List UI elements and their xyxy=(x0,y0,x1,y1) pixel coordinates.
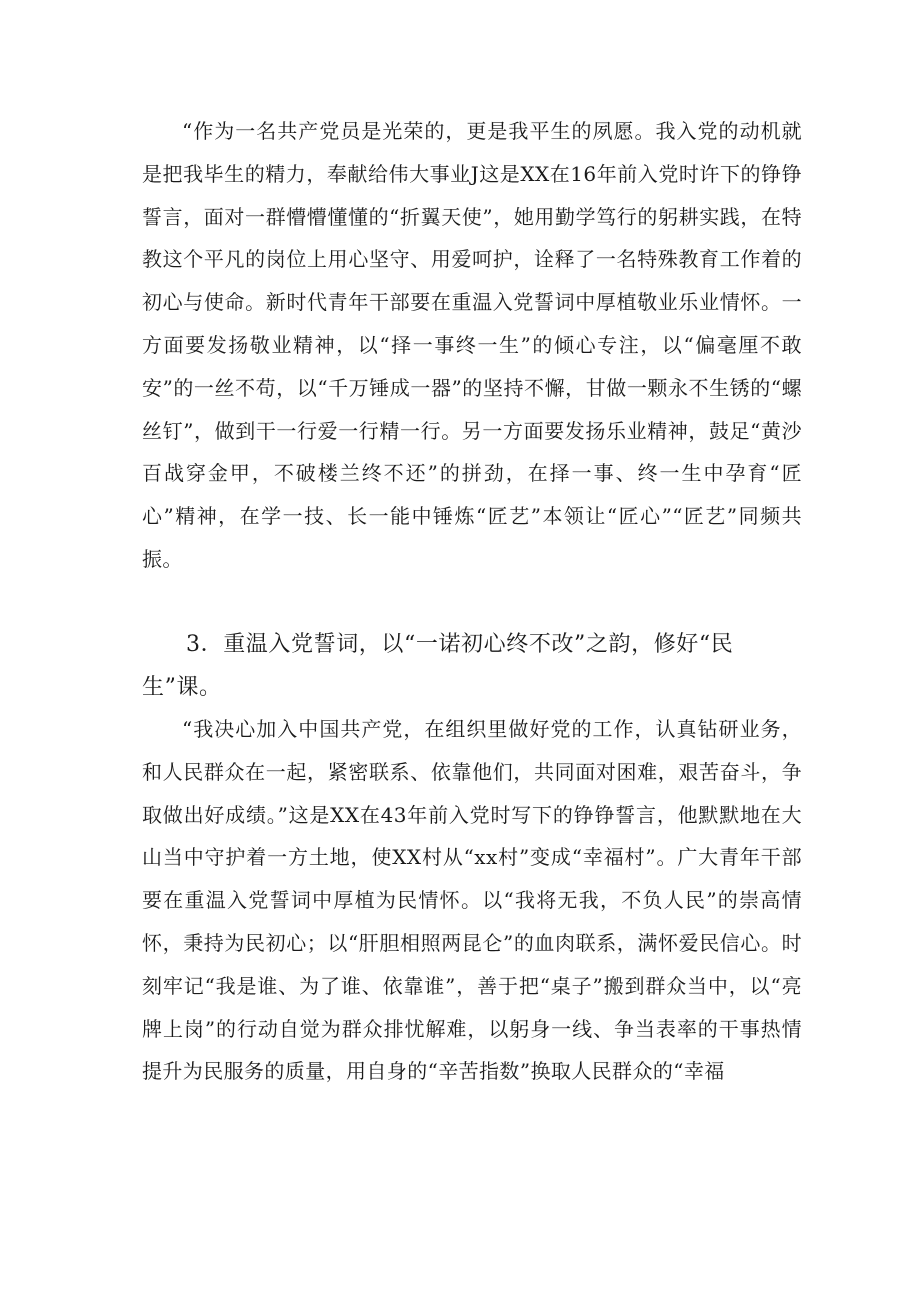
body-paragraph: “我决心加入中国共产党，在组织里做好党的工作，认真钻研业务，和人民群众在一起，紧密联系、依靠他们，共同面对困难，艰苦奋斗，争取做出好成绩。”这是XX在43年前入党时写下的铮铮誓言，他默默地在大山当中守护着一方土地，使XX村从“xx村”变成“幸福村”。广大青年干部要在重温入党誓词中厚植为民情怀。以“我将无我，不负人民”的崇高情怀，秉持为民初心；以“肝胆相照两昆仑”的血肉联系，满怀爱民信心。时刻牢记“我是谁、为了谁、依靠谁”，善于把“桌子”搬到群众当中，以“亮牌上岗”的行动自觉为群众排忧解难，以躬身一线、争当表率的干事热情提升为民服务的质量，用自身的“辛苦指数”换取人民群众的“幸福 xyxy=(142,717,802,1084)
section-heading: 3．重温入党誓词，以“一诺初心终不改”之韵，修好“民生”课。 xyxy=(142,632,734,700)
body-paragraph: “作为一名共产党员是光荣的，更是我平生的夙愿。我入党的动机就是把我毕生的精力，奉献给伟大事业J这是XX在16年前入党时许下的铮铮誓言，面对一群懵懵懂懂的“折翼天使”，她用勤学笃行的躬耕实践，在特教这个平凡的岗位上用心坚守、用爱呵护，诠释了一名特殊教育工作着的初心与使命。新时代青年干部要在重温入党誓词中厚植敬业乐业情怀。一方面要发扬敬业精神，以“择一事终一生”的倾心专注，以“偏毫厘不敢安”的一丝不苟，以“千万锤成一器”的坚持不懈，甘做一颗永不生锈的“螺丝钉”，做到干一行爱一行精一行。另一方面要发扬乐业精神，鼓足“黄沙百战穿金甲，不破楼兰终不还”的拼劲，在择一事、终一生中孕育“匠心”精神，在学一技、长一能中锤炼“匠艺”本领让“匠心”“匠艺”同频共振。 xyxy=(142,119,802,571)
